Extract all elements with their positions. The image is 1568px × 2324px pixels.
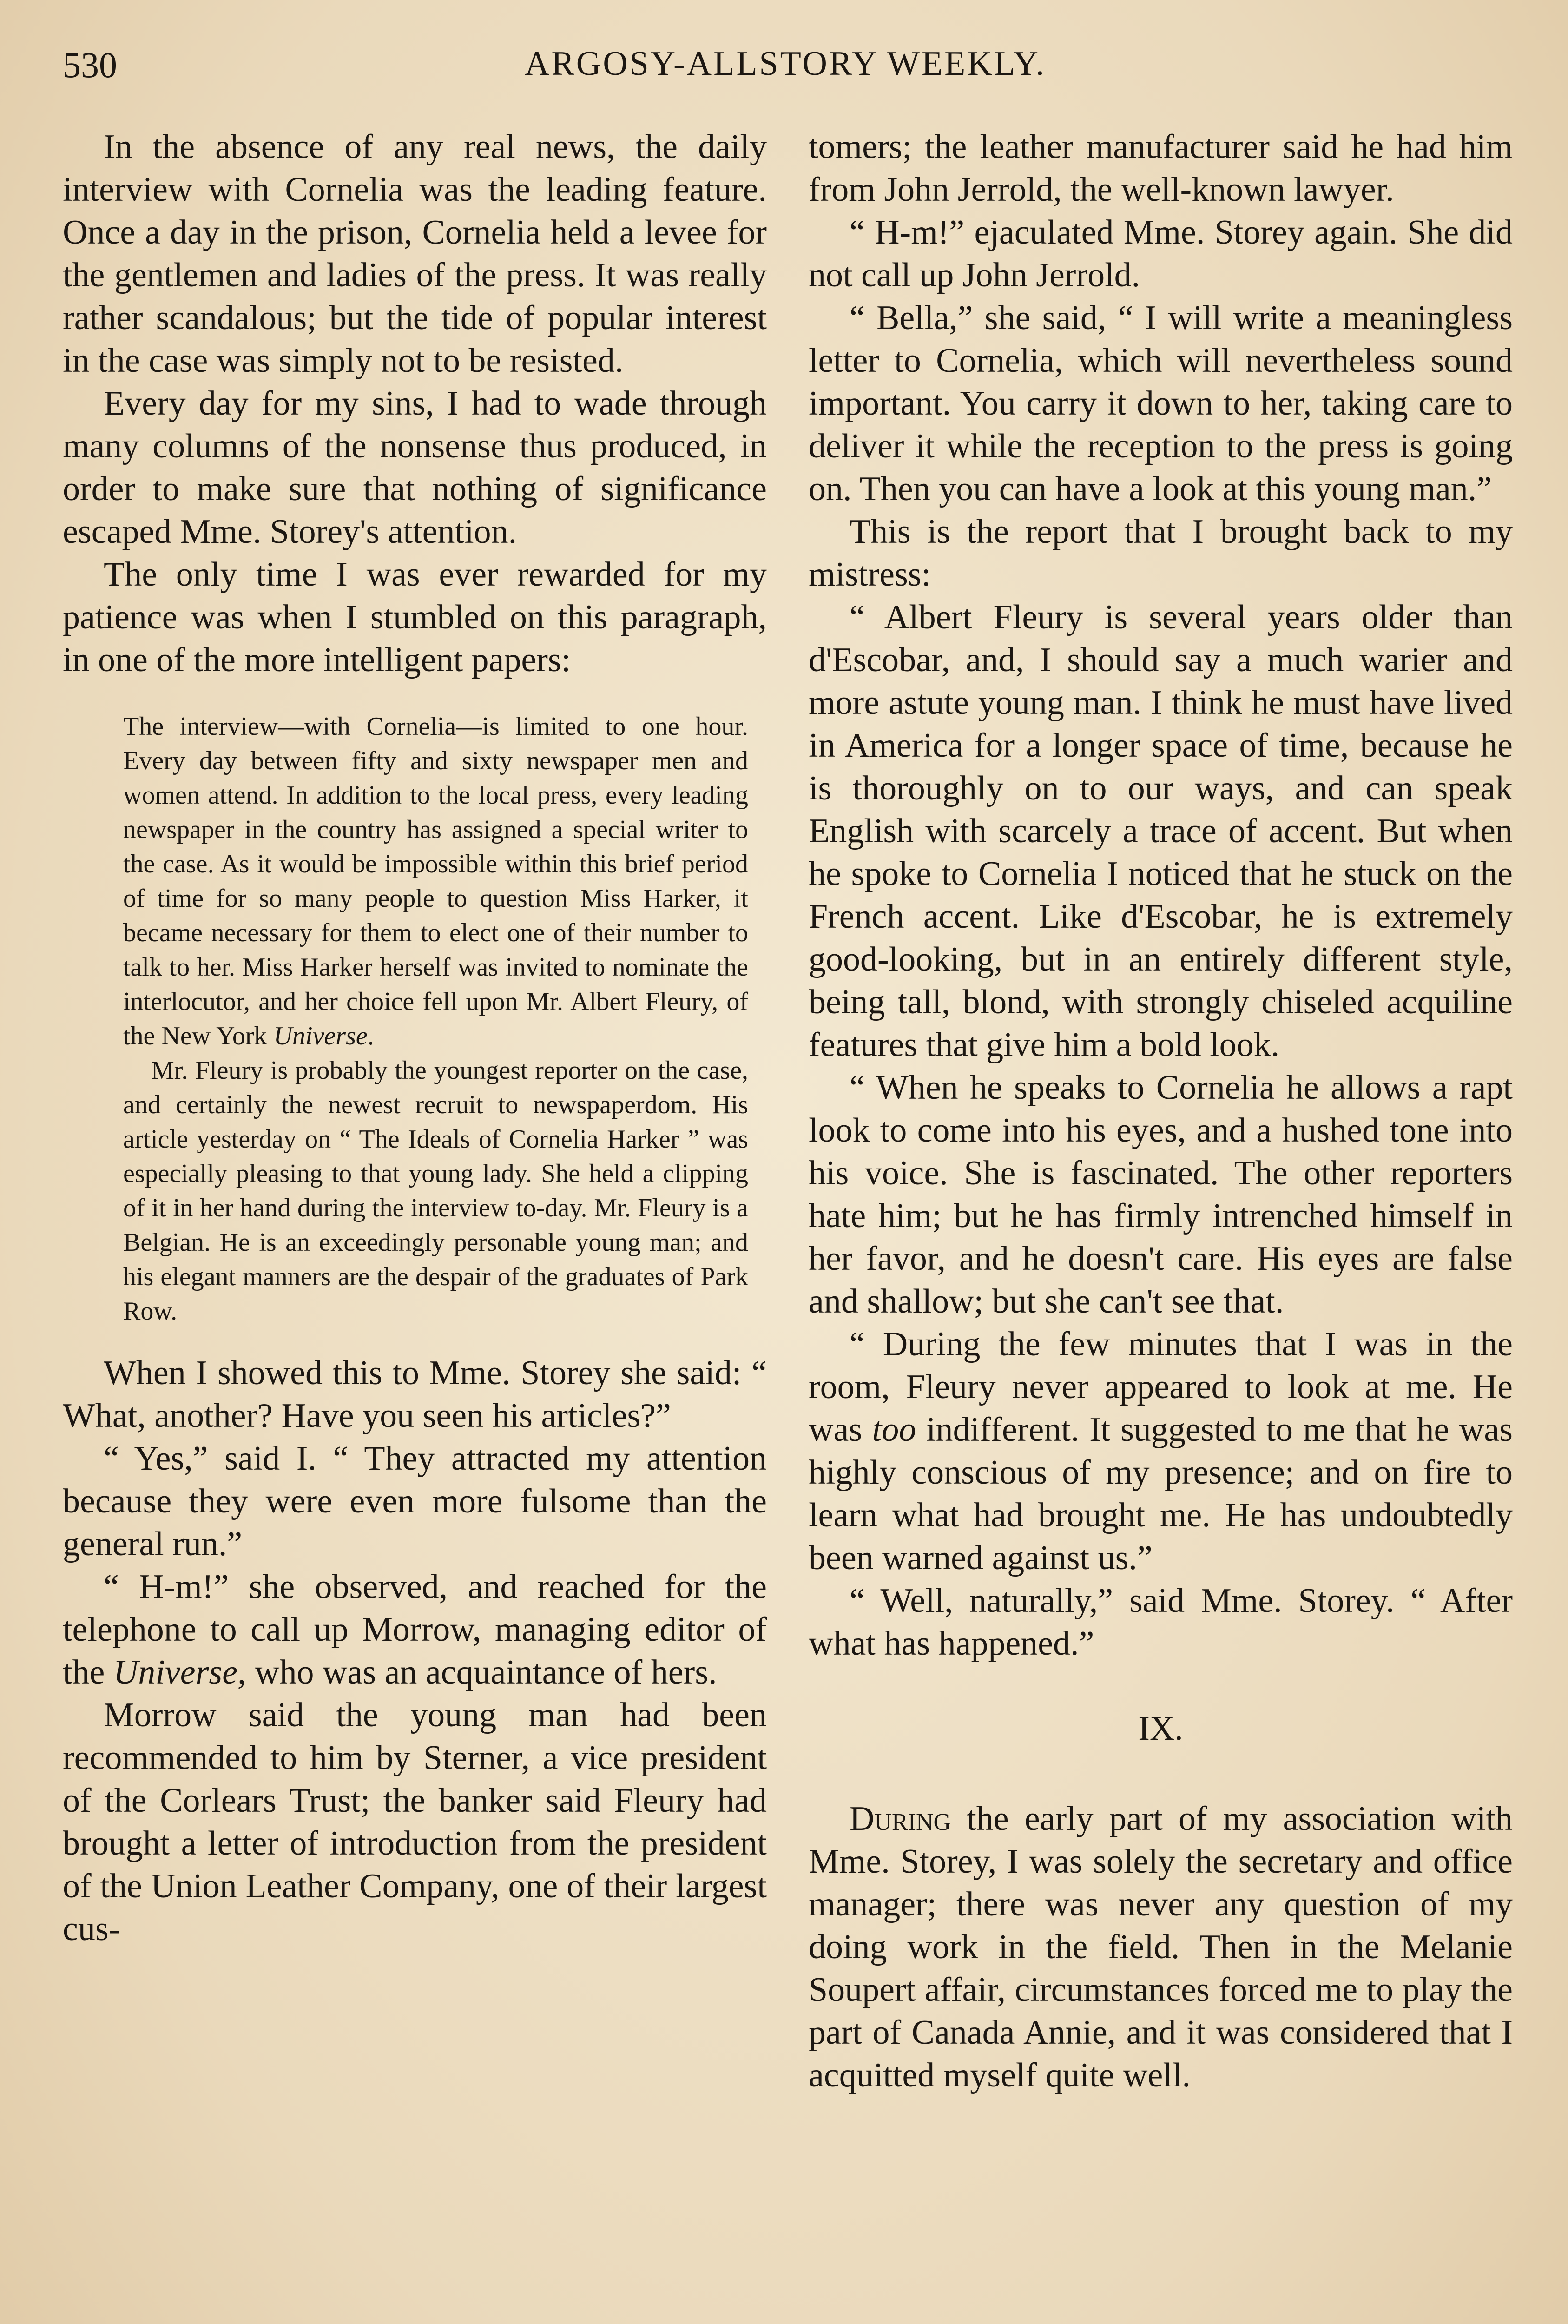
quote-paragraph: Mr. Fleury is probably the youngest reporter on the case, and certainly the newest recruit to newspaperdom. His article yesterday on “ The Ideals of Cornelia Harker ” was especially pleasing to that young lady. She held a clipping of it in her hand during the interview to-day. Mr. Fleury is a Belgian. He is an exceedingly personable young man; and his elegant manners are the despair of the graduates of Park Row. <box>123 1056 748 1326</box>
paragraph: Every day for my sins, I had to wade through many columns of the nonsense thus produced, in order to make sure that nothing of significance escaped Mme. Storey's attention. <box>63 384 767 551</box>
paragraph: “ During the few minutes that I was in the room, Fleury never appeared to look at me. He was too indifferent. It suggested to me that he was highly conscious of my presence; and on fire to learn what had brought me. He has undoubtedly been warned against us.” <box>809 1325 1513 1577</box>
small-caps-lead: During <box>850 1800 951 1838</box>
page-header <box>63 44 1508 95</box>
paragraph: “ Bella,” she said, “ I will write a meaningless letter to Cornelia, which will nevertheless sound important. You carry it down to her, taking care to deliver it while the reception to the press is going on. Then you can have a look at this young man.” <box>809 299 1513 508</box>
emphasis: Universe <box>273 1022 368 1050</box>
running-title: ARGOSY-ALLSTORY WEEKLY. <box>524 45 1047 83</box>
paragraph: This is the report that I brought back to my mistress: <box>809 513 1513 594</box>
paragraph: In the absence of any real news, the daily interview with Cornelia was the leading feature. Once a day in the prison, Cornelia held a levee for the gentlemen and ladies of the press. It was really rather scandalous; but the tide of popular interest in the case was simply not to be resisted. <box>63 128 767 380</box>
paragraph-continued: tomers; the leather manufacturer said he had him from John Jerrold, the well-known lawyer. <box>809 128 1513 209</box>
paragraph: “ H-m!” ejaculated Mme. Storey again. She did not call up John Jerrold. <box>809 213 1513 294</box>
emphasis: too <box>872 1411 916 1449</box>
paragraph: When I showed this to Mme. Storey she said: “ What, another? Have you seen his articles?” <box>63 1354 767 1435</box>
paragraph: During the early part of my association with Mme. Storey, I was solely the secretary and office manager; there was never any question of my doing work in the field. Then in the Melanie Soupert affair, circumstances forced me to play the part of Canada Annie, and it was considered that I acquitted myself quite well. <box>809 1800 1513 2094</box>
right-column <box>809 125 1513 2097</box>
left-column <box>63 125 767 1950</box>
paragraph: The only time I was ever rewarded for my patience was when I stumbled on this paragraph, in one of the more intelligent papers: <box>63 555 767 679</box>
chapter-heading: IX. <box>1138 1710 1183 1748</box>
paragraph: “ When he speaks to Cornelia he allows a rapt look to come into his eyes, and a hushed tone into his voice. She is fascinated. The other reporters hate him; but he has firmly intrenched himself in her favor, and he doesn't care. His eyes are false and shallow; but she can't see that. <box>809 1069 1513 1320</box>
paragraph: “ Albert Fleury is several years older than d'Escobar, and, I should say a much warier and more astute young man. I think he must have lived in America for a longer space of time, because he is thoroughly on to our ways, and can speak English with scarcely a trace of accent. But when he spoke to Cornelia I noticed that he stuck on the French accent. Like d'Escobar, he is extremely good-looking, but in an entirely different style, being tall, blond, with strongly chiseled acquiline features that give him a bold look. <box>809 598 1513 1064</box>
paragraph: Morrow said the young man had been recommended to him by Sterner, a vice president of the Corlears Trust; the banker said Fleury had brought a letter of introduction from the president of the Union Leather Company, one of their largest cus- <box>63 1696 767 1948</box>
quoted-clipping <box>63 709 767 1328</box>
emphasis: Universe, <box>113 1653 246 1691</box>
quote-paragraph: The interview—with Cornelia—is limited to one hour. Every day between fifty and sixty newspaper men and women attend. In addition to the local press, every leading newspaper in the country has assigned a special writer to the case. As it would be impossible within this brief period of time for so many people to question Miss Harker, it became necessary for them to elect one of their number to talk to her. Miss Harker herself was invited to nominate the interlocutor, and her choice fell upon Mr. Albert Fleury, of the New York Universe. <box>123 712 748 1050</box>
paragraph: “ Yes,” said I. “ They attracted my attention because they were even more fulsome than the general run.” <box>63 1439 767 1563</box>
paragraph: “ Well, naturally,” said Mme. Storey. “ After what has happened.” <box>809 1582 1513 1663</box>
page-number: 530 <box>63 45 117 85</box>
paragraph: “ H-m!” she observed, and reached for the telephone to call up Morrow, managing editor of the Universe, who was an acquaintance of hers. <box>63 1568 767 1691</box>
